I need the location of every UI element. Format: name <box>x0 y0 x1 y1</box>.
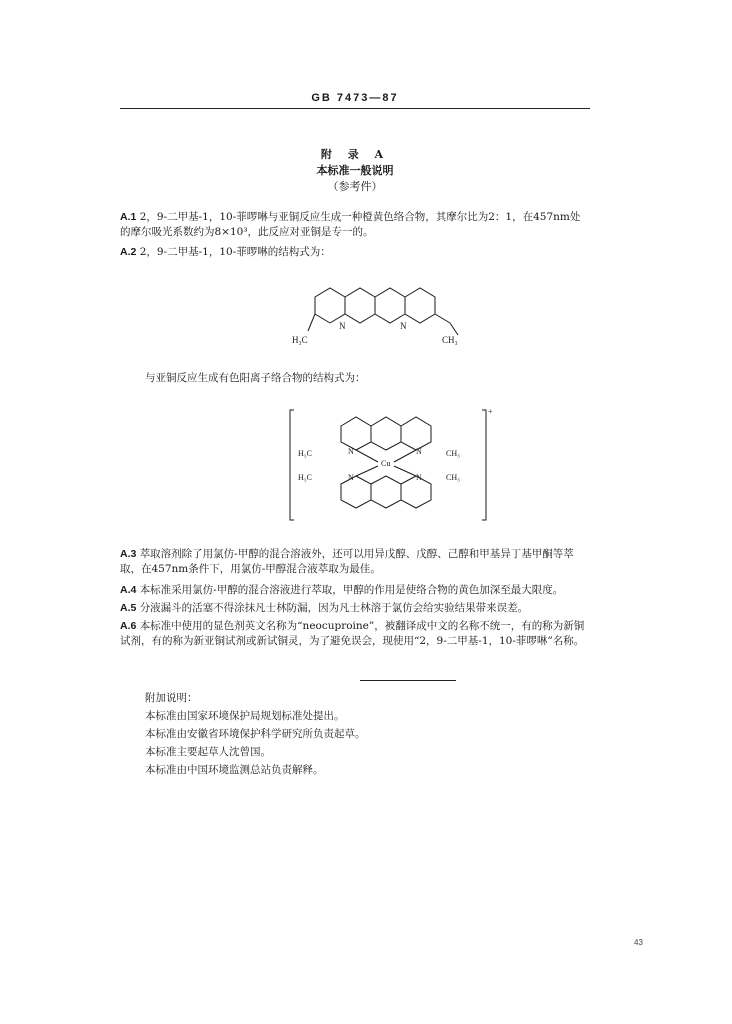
methyl-top-right: CH₃ <box>446 449 460 458</box>
paragraph-text: 本标准中使用的显色剂英文名称为“neocuproine”，被翻译成中文的名称不统一，有的称为新铜试剂，有的称为新亚铜试剂或新试铜灵，为了避免误会，现使用“2，9-二甲基-1，10-菲啰啉”名称。 <box>120 620 585 647</box>
additional-line: 本标准由中国环境监测总站负责解释。 <box>145 764 324 776</box>
nitrogen-right: N <box>400 321 407 331</box>
nitrogen-left: N <box>339 321 346 331</box>
paragraph-text: 萃取溶剂除了用氯仿-甲醇的混合溶液外，还可以用异戊醇、戊醇、己醇和甲基异丁基甲酮等萃取，在457nm条件下，用氯仿-甲醇混合液萃取为最佳。 <box>120 548 574 575</box>
paragraph-a3 <box>120 547 590 577</box>
paragraph-a4 <box>120 583 590 598</box>
paragraph-text: 本标准采用氯仿-甲醇的混合溶液进行萃取，甲醇的作用是使络合物的黄色加深至最大限度。 <box>139 584 564 596</box>
methyl-bottom-right: CH₃ <box>446 473 460 482</box>
complex-charge: + <box>488 407 493 416</box>
additional-line: 本标准由国家环境保护局规划标准处提出。 <box>145 710 345 722</box>
paragraph-text: 2，9-二甲基-1，10-菲啰啉的结构式为： <box>139 246 331 258</box>
neocuproine-structure <box>290 285 480 355</box>
section-divider <box>360 680 456 681</box>
paragraph-label: A.3 <box>120 548 137 560</box>
paragraph-a5 <box>120 601 590 616</box>
page-number: 43 <box>634 938 643 947</box>
paragraph-a2 <box>120 245 590 260</box>
nitrogen-top-left: N <box>348 447 354 456</box>
nitrogen-bottom-left: N <box>348 473 354 482</box>
paragraph-label: A.4 <box>120 584 137 596</box>
paragraph-text: 2，9-二甲基-1，10-菲啰啉与亚铜反应生成一种橙黄色络合物，其摩尔比为2：1，在457nm处的摩尔吸光系数约为8×10³，此反应对亚铜是专一的。 <box>120 211 581 238</box>
header-rule <box>120 108 590 109</box>
appendix-note: （参考件） <box>327 180 383 193</box>
paragraph-label: A.5 <box>120 602 137 614</box>
paragraph-a6 <box>120 619 590 649</box>
appendix-subtitle: 本标准一般说明 <box>316 164 394 177</box>
methyl-right: CH₃ <box>442 335 458 345</box>
additional-heading: 附加说明： <box>145 692 198 704</box>
nitrogen-top-right: N <box>416 447 422 456</box>
methyl-top-left: H₃C <box>298 449 312 458</box>
paragraph-label: A.1 <box>120 211 137 223</box>
paragraph-label: A.6 <box>120 620 137 632</box>
additional-line: 本标准由安徽省环境保护科学研究所负责起草。 <box>145 728 366 740</box>
paragraph-label: A.2 <box>120 246 137 258</box>
nitrogen-bottom-right: N <box>416 473 422 482</box>
copper-center: Cu <box>381 459 391 468</box>
paragraph-complex-intro: 与亚铜反应生成有色阳离子络合物的结构式为： <box>145 372 366 384</box>
paragraph-a1 <box>120 210 590 240</box>
standard-code-header: GB 7473—87 <box>311 92 399 104</box>
additional-line: 本标准主要起草人沈曾国。 <box>145 746 271 758</box>
copper-complex-structure <box>286 404 496 526</box>
methyl-left: H₃C <box>292 335 308 345</box>
paragraph-text: 分液漏斗的活塞不得涂抹凡士林防漏，因为凡士林溶于氯仿会给实验结果带来误差。 <box>139 602 529 614</box>
appendix-title: 附 录 A <box>320 148 390 161</box>
methyl-bottom-left: H₃C <box>298 473 312 482</box>
